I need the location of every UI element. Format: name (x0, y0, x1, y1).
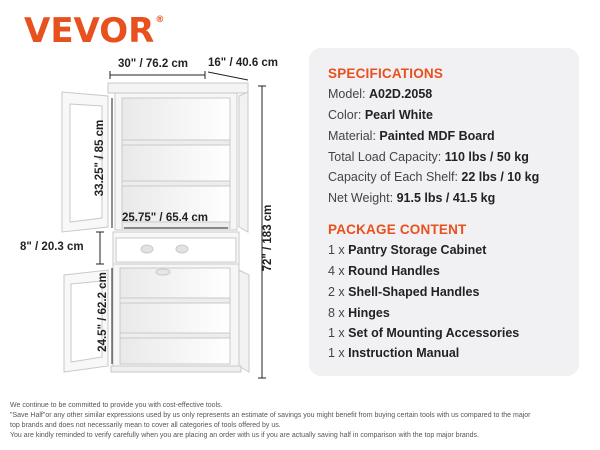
spec-value: 91.5 lbs / 41.5 kg (396, 191, 496, 205)
spec-label: Total Load Capacity: (328, 150, 445, 164)
spec-value: A02D.2058 (369, 87, 433, 101)
spec-row (328, 191, 495, 205)
upper-height-dimension: 33.25" / 85 cm (94, 119, 106, 197)
package-item: Round Handles (348, 264, 440, 278)
total-height-dimension: 72" / 183 cm (262, 204, 274, 272)
package-row (328, 264, 440, 278)
specifications-title: SPECIFICATIONS (328, 66, 444, 81)
spec-row (328, 129, 495, 143)
package-qty: 2 x (328, 285, 349, 299)
package-item: Hinges (348, 306, 390, 320)
spec-value: 110 lbs / 50 kg (444, 150, 529, 164)
depth-dimension: 16" / 40.6 cm (208, 57, 279, 69)
package-row (328, 306, 390, 320)
package-item: Pantry Storage Cabinet (348, 243, 487, 257)
package-qty: 8 x (328, 306, 349, 320)
spec-row (328, 150, 529, 164)
spec-row (328, 87, 432, 101)
package-content-title: PACKAGE CONTENT (328, 222, 467, 237)
width-dimension: 30" / 76.2 cm (118, 58, 189, 70)
package-row (328, 285, 479, 299)
registered-mark: ® (155, 15, 165, 25)
drawer-height-dimension: 8" / 20.3 cm (20, 241, 84, 253)
footer-line-2: "Save Half"or any other similar expressions used by us only represents an estimate of savings you might benefit from buying certain tools with us compared to the major (10, 412, 531, 419)
spec-value: 22 lbs / 10 kg (461, 170, 540, 184)
package-qty: 1 x (328, 346, 349, 360)
package-item: Instruction Manual (348, 346, 460, 360)
package-item: Set of Mounting Accessories (348, 326, 520, 340)
package-item: Shell-Shaped Handles (348, 285, 480, 299)
spec-label: Net Weight: (328, 191, 397, 205)
spec-row (328, 170, 539, 184)
spec-label: Model: (328, 87, 369, 101)
package-row (328, 243, 486, 257)
inner-width-dimension: 25.75" / 65.4 cm (122, 212, 209, 224)
footer-line-1: We continue to be committed to provide you with cost-effective tools. (10, 402, 223, 409)
package-qty: 1 x (328, 243, 349, 257)
spec-value: Pearl White (364, 108, 433, 122)
package-row (328, 346, 459, 360)
spec-label: Capacity of Each Shelf: (328, 170, 462, 184)
footer-line-3: top brands and does not necessarily mean to cover all categories of tools offered by us. (10, 422, 281, 429)
package-qty: 4 x (328, 264, 349, 278)
spec-label: Material: (328, 129, 380, 143)
spec-label: Color: (328, 108, 365, 122)
lower-height-dimension: 24.5" / 62.2 cm (97, 272, 109, 352)
package-row (328, 326, 519, 340)
spec-value: Painted MDF Board (379, 129, 495, 143)
spec-row (328, 108, 433, 122)
brand-name: VEVOR (24, 11, 155, 51)
footer-line-4: You are kindly reminded to verify carefully when you are placing an order with us if you are actually saving half in comparison with the top major brands. (10, 432, 479, 439)
package-qty: 1 x (328, 326, 349, 340)
